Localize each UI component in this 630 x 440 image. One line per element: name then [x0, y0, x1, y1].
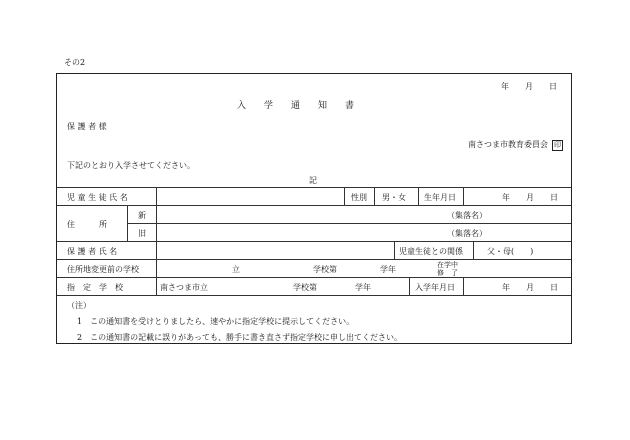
prev-school-label: 住所地変更前の学校	[67, 265, 139, 274]
row-line-5	[57, 277, 571, 278]
col-label-line	[156, 187, 157, 295]
address-old-label: 旧	[138, 229, 146, 238]
col-gender-r	[374, 187, 375, 205]
guardian-label: 保 護 者 氏 名	[67, 247, 118, 256]
row-line-6	[57, 295, 571, 296]
col-relation-l	[394, 241, 395, 259]
gender-label: 性別	[351, 193, 367, 202]
intro-text: 下記のとおり入学させてください。	[67, 161, 195, 170]
admission-label: 入学年月日	[415, 283, 455, 292]
issuer-name: 南さつま市教育委員会	[468, 140, 548, 149]
assigned-school-label: 指 定 学 校	[67, 283, 123, 292]
col-address-sub	[127, 205, 128, 241]
village-old: （集落名）	[447, 229, 487, 238]
student-name-label: 児 童 生 徒 氏 名	[67, 193, 128, 202]
col-relation-r	[473, 241, 474, 259]
prev-school-dai: 学校第	[313, 265, 337, 274]
issuer	[468, 139, 563, 151]
col-gender-l	[344, 187, 345, 205]
col-admission-r	[463, 277, 464, 295]
seal-mark: 印	[554, 141, 561, 149]
birthdate-value[interactable]: 年 月 日	[502, 193, 558, 202]
date-line: 年 月 日	[501, 82, 557, 91]
addressee: 保 護 者 様	[67, 122, 107, 131]
address-label: 住 所	[67, 220, 107, 229]
relation-value[interactable]: 父・母( )	[487, 247, 534, 256]
assigned-dai: 学校第	[293, 283, 317, 292]
col-birth-l	[418, 187, 419, 205]
assigned-city: 南さつま市立	[160, 283, 208, 292]
document-title: 入 学 通 知 書	[237, 101, 355, 111]
doc-number: その2	[64, 58, 86, 67]
col-birth-r	[463, 187, 464, 205]
note-item-1: 1 この通知書を受けとりましたら、速やかに指定学校に提示してください。	[77, 317, 355, 326]
village-new: （集落名）	[447, 211, 487, 220]
row-line-2	[57, 205, 571, 206]
note-item-2: 2 この通知書の記載に誤りがあっても、勝手に書き直さず指定学校に申し出てください。	[77, 333, 403, 342]
prev-ritsu: 立	[232, 265, 240, 274]
notes-title: （注）	[67, 301, 91, 310]
row-line-1	[57, 187, 571, 188]
notice-form	[56, 73, 572, 344]
birthdate-label: 生年月日	[424, 193, 456, 202]
prev-gakunen: 学年	[380, 265, 396, 274]
assigned-gakunen: 学年	[355, 283, 371, 292]
address-new-label: 新	[138, 211, 146, 220]
admission-value[interactable]: 年 月 日	[502, 283, 558, 292]
col-admission-l	[409, 277, 410, 295]
row-line-3	[57, 241, 571, 242]
prev-status-completed: 修 了	[437, 269, 458, 277]
relation-label: 児童生徒との関係	[399, 247, 463, 256]
row-line-4	[57, 259, 571, 260]
ki-heading: 記	[309, 176, 317, 185]
gender-value[interactable]: 男・女	[382, 193, 406, 202]
row-line-2b	[127, 223, 571, 224]
prev-status-enrolled: 在学中	[437, 261, 458, 269]
